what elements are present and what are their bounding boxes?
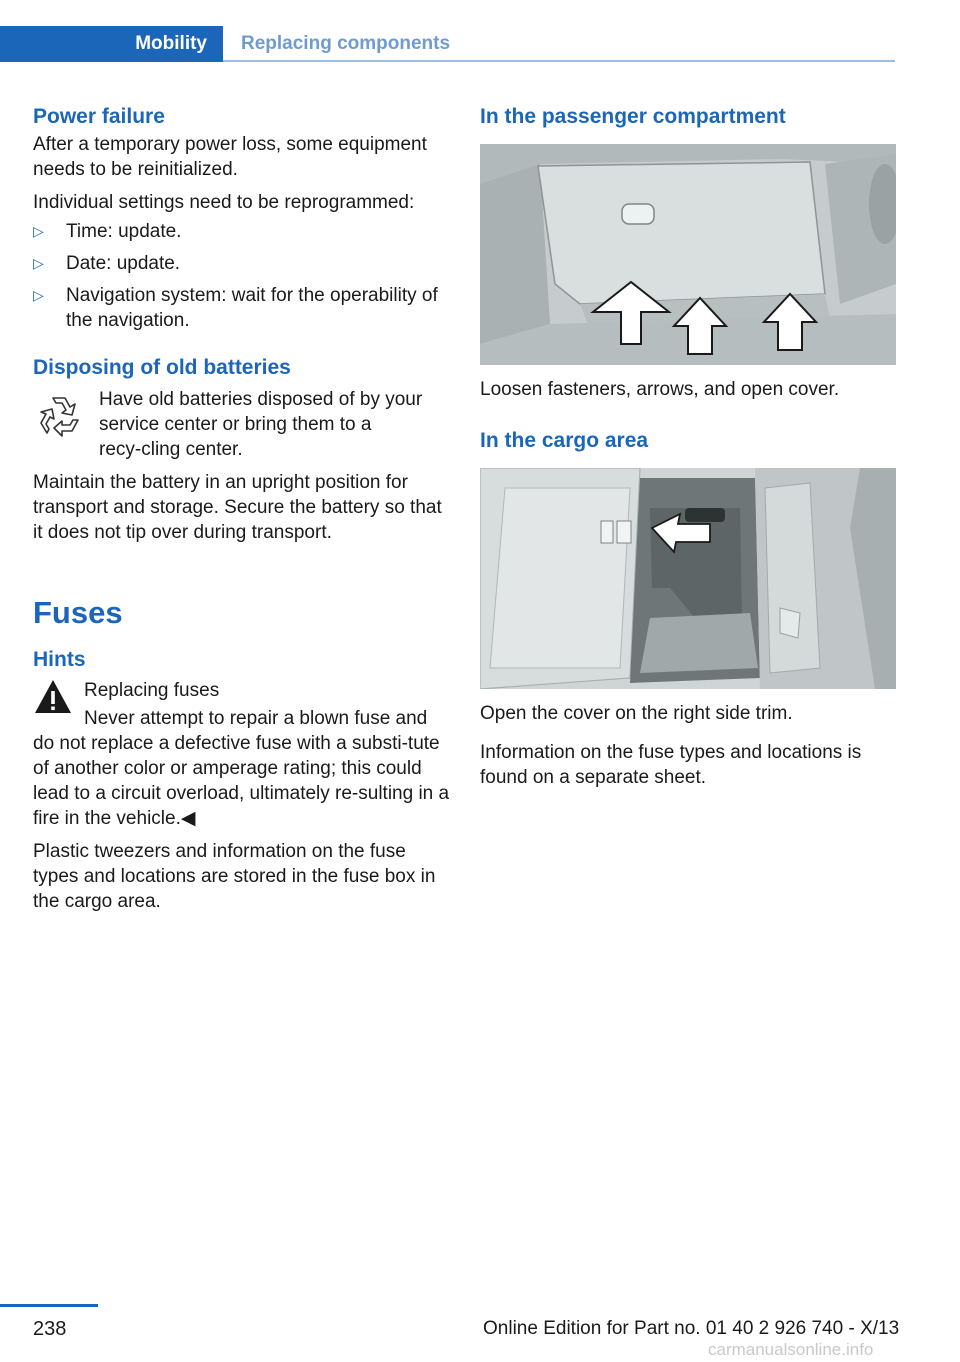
triangle-bullet-icon: ▷ [33,223,44,239]
power-failure-heading: Power failure [33,105,165,128]
tab-replacing-components[interactable]: Replacing components [241,33,451,54]
recycle-note-text: Have old batteries disposed of by your service center or bring them to a recy‑cling center. [99,389,423,460]
warning-triangle-icon [33,677,73,717]
footer-rule [0,1304,98,1307]
passenger-compartment-photo [480,144,896,365]
passenger-compartment-heading: In the passenger compartment [480,105,786,128]
fuses-title: Fuses [33,595,123,630]
warning-title: Replacing fuses [84,680,220,701]
list-item: ▷ Date: update. [33,253,181,274]
list-item: ▷ Time: update. [33,221,182,242]
power-failure-text-2: Individual settings need to be reprogrammed: [33,192,415,213]
disposing-heading: Disposing of old batteries [33,356,291,379]
edition-note: Online Edition for Part no. 01 40 2 926 740 - X/13 [483,1318,900,1339]
right-column [480,102,896,790]
recycle-note [33,387,451,462]
page-number: 238 [33,1318,67,1340]
triangle-bullet-icon: ▷ [33,255,44,271]
list-item: ▷ Navigation system: wait for the operability of the navigation. [33,285,438,331]
passenger-caption: Loosen fasteners, arrows, and open cover. [480,379,840,400]
warning-block [33,678,451,831]
recycle-icon [33,390,85,442]
battery-storage-text: Maintain the battery in an upright position for transport and storage. Secure the battery so that it does not tip over during transport. [33,472,442,543]
tab-mobility[interactable]: Mobility [0,26,223,62]
watermark: carmanualsonline.info [708,1340,874,1359]
triangle-bullet-icon: ▷ [33,287,44,303]
cargo-area-photo [480,468,896,689]
reprogram-list [33,219,451,333]
tweezers-text: Plastic tweezers and information on the fuse types and locations are stored in the fuse box in the cargo area. [33,841,436,912]
cargo-area-heading: In the cargo area [480,429,649,452]
left-column [33,102,451,914]
warning-text: Never attempt to repair a blown fuse and do not replace a defective fuse with a substi‑tute of another color or amperage rating; this could lead to a circuit overload, ultimately re‑sulting in a fire in the vehicle.◀ [33,708,450,829]
power-failure-text-1: After a temporary power loss, some equipment needs to be reinitialized. [33,134,427,180]
cargo-caption: Open the cover on the right side trim. [480,703,793,724]
hints-heading: Hints [33,648,86,671]
fuse-info-text: Information on the fuse types and locations is found on a separate sheet. [480,742,862,788]
